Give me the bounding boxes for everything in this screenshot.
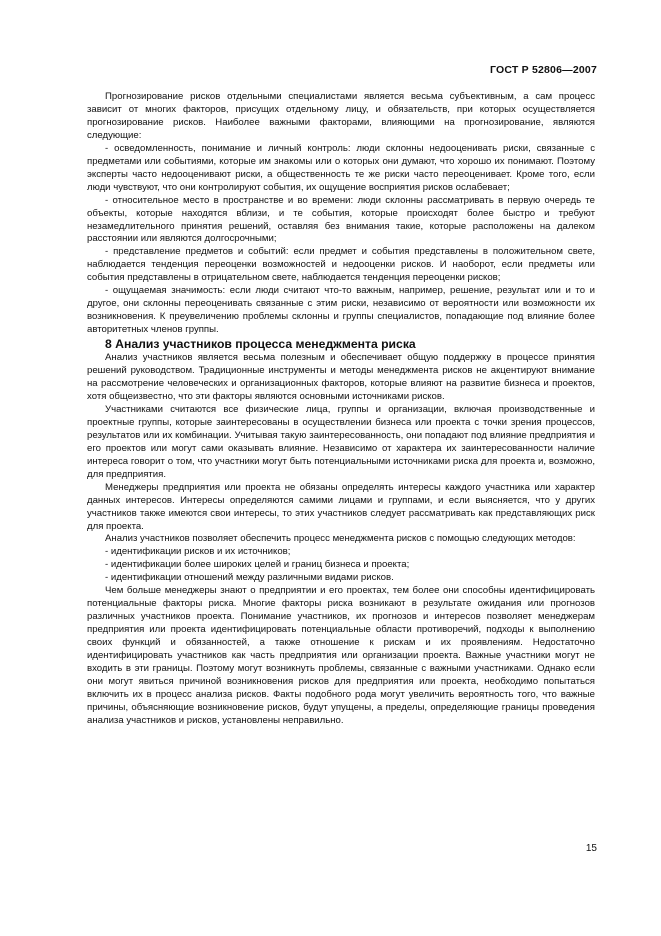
paragraph: Участниками считаются все физические лица, группы и организации, включая производственные и проектные группы, которые заинтересованы в осуществлении бизнеса или проекта с точки зрения процессов, результатов или их комбинации. Учитывая такую заинтересованность, они попадают под влияние предприятия и его проектов или могут сами оказывать влияние. Независимо от характера их заинтересованности наличие интереса говорит о том, что участники могут быть потенциальными источниками риска для проекта и, возможно, для предприятия. <box>87 403 595 480</box>
list-item: - относительное место в пространстве и во времени: люди склонны рассматривать в первую очередь те объекты, которые находятся вблизи, и те события, которые происходят более быстро и требуют незамедлительного принятия решений, оставляя без внимания такие, которые расположены на далеком расстоянии или являются долгосрочными; <box>87 194 595 245</box>
document-header <box>490 64 597 76</box>
paragraph: Анализ участников позволяет обеспечить процесс менеджмента рисков с помощью следующих методов: <box>105 533 576 545</box>
list-item: - ощущаемая значимость: если люди считают что-то важным, например, решение, результат или и то и другое, они склонны переоценивать связанные с этим риски, независимо от вероятности или возможности их возникновения. К преувеличению проблемы склонны и группы специалистов, попадающие под влияние более авторитетных членов группы. <box>87 285 595 336</box>
section-heading: 8 Анализ участников процесса менеджмента риска <box>105 337 416 352</box>
paragraph: Менеджеры предприятия или проекта не обязаны определять интересы каждого участника или характер данных интересов. Интересы определяются самими лицами и группами, и если выясняется, что у других участников также имеются свои интересы, то этих участников следует рассматривать как представляющих риск для проекта. <box>87 481 595 532</box>
paragraph: Чем больше менеджеры знают о предприятии и его проектах, тем более они способны идентифицировать потенциальные факторы риска. Многие факторы риска возникают в результате ожидания или прогнозов различных участников проекта. Понимание участников, их прогнозов и интересов позволяет менеджерам предприятия или проекта идентифицировать потенциальные области противоречий, подходы к выполнению своих функций и обязанностей, а также отношение к рискам и их проявлениям. Недостаточно идентифицировать участников как часть предприятия или организации проекта. Важные участники могут не входить в эти границы. Поэтому могут возникнуть проблемы, связанные с важными участниками. Однако если они могут явиться причиной возникновения рисков для предприятия или проекта, необходимо попытаться включить их в процесс анализа рисков. Факты подобного рода могут увеличить вероятность того, что важные причины, объясняющие возникновение рисков, будут упущены, а пределы, определяющие границы проведения анализа участников и рисков, установлены неправильно. <box>87 585 595 726</box>
standard-number: ГОСТ Р 52806—2007 <box>489 64 597 76</box>
document-body <box>87 91 595 728</box>
paragraph: Прогнозирование рисков отдельными специалистами является весьма субъективным, а сам процесс зависит от многих факторов, присущих отдельному лицу, и обязательств, при которых осуществляется прогнозирование рисков. Наиболее важными факторами, влияющими на прогнозирование, являются следующие: <box>87 91 595 141</box>
list-item: - представление предметов и событий: если предмет и события представлены в положительном свете, наблюдается тенденция переоценки возможностей и недооценки рисков. И наоборот, если предметы или события представлены в отрицательном свете, наблюдается тенденция переоценки рисков; <box>87 246 595 284</box>
list-item: - осведомленность, понимание и личный контроль: люди склонны недооценивать риски, связанные с предметами или событиями, которые им знакомы или о которых они думают, что хорошо их понимают. Поэтому эксперты часто недооценивают риски, а общественность те же риски часто переоценивает. Кроме того, если люди чувствуют, что они контролируют события, их ощущение восприятия рисков ослабевает; <box>87 142 595 193</box>
paragraph: Анализ участников является весьма полезным и обеспечивает общую поддержку в процессе принятия решений руководством. Традиционные инструменты и методы менеджмента рисков не акцентируют внимание на рассмотрение человеческих и организационных факторов, которые влияют на развитие бизнеса и проектов, хотя общеизвестно, что эти факторы являются основными источниками рисков. <box>87 352 595 402</box>
page-number: 15 <box>585 843 597 854</box>
list-item: - идентификации более широких целей и границ бизнеса и проекта; <box>105 559 410 571</box>
list-item: - идентификации рисков и их источников; <box>105 546 291 558</box>
list-item: - идентификации отношений между различными видами рисков. <box>105 572 394 584</box>
